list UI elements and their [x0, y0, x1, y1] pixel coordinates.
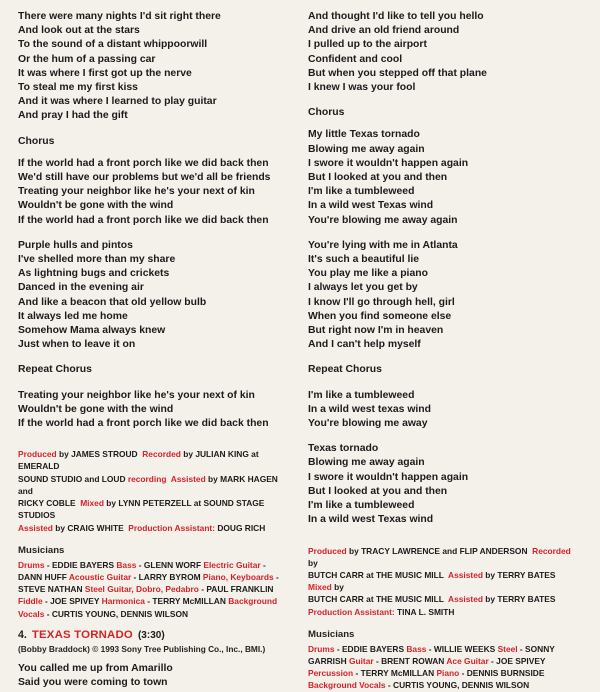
- lyric-line: But I looked at you and then: [308, 172, 448, 184]
- lyric-line: As lightning bugs and crickets: [18, 268, 170, 280]
- musicians-list: [18, 559, 286, 620]
- right-production-credits: [308, 545, 576, 618]
- lyric-line: It's such a beautiful lie: [308, 254, 420, 266]
- lyric-line: When you find someone else: [308, 310, 452, 322]
- left-verse-2: [18, 239, 286, 353]
- lyric-line: Treating your neighbor like he's your next of kin: [18, 186, 255, 198]
- lyric-line: Just when to leave it on: [18, 339, 136, 351]
- right-repeat-chorus: [308, 363, 576, 377]
- credit-line: Produced by TRACY LAWRENCE and FLIP ANDERSON Recorded by: [308, 545, 574, 568]
- lyric-line: I'm like a tumbleweed: [308, 186, 415, 198]
- lyric-line: We'd still have our problems but we'd all be friends: [18, 172, 271, 184]
- lyric-line: But when you stepped off that plane: [308, 67, 487, 79]
- credit-line: BUTCH CARR at THE MUSIC MILL Assisted by TERRY BATES: [308, 594, 556, 605]
- lyric-line: Said you were coming to town: [18, 676, 168, 688]
- musician-line: DANN HUFF Acoustic Guitar - LARRY BYROM Piano, Keyboards -: [18, 571, 279, 582]
- credit-line: Production Assistant: TINA L. SMITH: [308, 606, 455, 617]
- lyric-line: I've shelled more than my share: [18, 254, 176, 266]
- left-chorus: [18, 135, 286, 228]
- section-heading-repeat-chorus: Repeat Chorus: [308, 364, 382, 376]
- lyric-line: I knew I was your fool: [308, 82, 416, 94]
- lyric-line: Or the hum of a passing car: [18, 53, 156, 65]
- left-repeat-chorus: [18, 363, 286, 377]
- musicians-list: [308, 643, 576, 692]
- lyric-line: You play me like a piano: [308, 268, 428, 280]
- credit-line: Assisted by CRAIG WHITE Production Assistant: DOUG RICH: [18, 522, 266, 533]
- musician-line: Fiddle - JOE SPIVEY Harmonica - TERRY McMILLAN Background: [18, 596, 278, 607]
- lyric-line: And like a beacon that old yellow bulb: [18, 296, 207, 308]
- musicians-heading: Musicians: [18, 544, 65, 556]
- lyric-line: I always let you get by: [308, 282, 418, 294]
- right-tag-2: [308, 442, 576, 527]
- lyric-line: And look out at the stars: [18, 25, 140, 37]
- musician-line: Background Vocals - CURTIS YOUNG, DENNIS WILSON: [308, 680, 530, 691]
- musician-line: Percussion - TERRY McMILLAN Piano - DENNIS BURNSIDE: [308, 668, 545, 679]
- lyric-line: Wouldn't be gone with the wind: [18, 403, 174, 415]
- lyric-line: If the world had a front porch like we did back then: [18, 418, 269, 430]
- musician-line: Vocals - CURTIS YOUNG, DENNIS WILSON: [18, 608, 189, 619]
- lyric-line: Purple hulls and pintos: [18, 239, 133, 251]
- credit-line: RICKY COBLE Mixed by LYNN PETERZELL at SOUND STAGE STUDIOS: [18, 498, 267, 521]
- right-chorus: [308, 106, 576, 228]
- track-lyrics-start: [18, 662, 286, 690]
- lyric-line: Wouldn't be gone with the wind: [18, 200, 174, 212]
- musicians-heading: Musicians: [308, 628, 355, 640]
- lyric-line: You called me up from Amarillo: [18, 662, 173, 674]
- track-title: TEXAS TORNADO: [31, 628, 133, 641]
- lyric-line: Danced in the evening air: [18, 282, 144, 294]
- musician-line: GARRISH Guitar - BRENT ROWAN Ace Guitar - JOE SPIVEY: [308, 655, 546, 666]
- lyric-line: In a wild west texas wind: [308, 403, 431, 415]
- track-heading: [18, 629, 286, 641]
- lyric-line: In a wild west Texas wind: [308, 514, 434, 526]
- track-publishing-credit: (Bobby Braddock) © 1993 Sony Tree Publishing Co., Inc., BMI.): [18, 643, 266, 654]
- lyric-line: To steal me my first kiss: [18, 82, 138, 94]
- lyric-line: If the world had a front porch like we did back then: [18, 157, 269, 169]
- lyric-line: If the world had a front porch like we did back then: [18, 214, 269, 226]
- lyric-line: Blowing me away again: [308, 457, 425, 469]
- lyric-line: My little Texas tornado: [308, 129, 420, 141]
- lyric-line: And pray I had the gift: [18, 110, 128, 122]
- lyric-line: I swore it wouldn't happen again: [308, 157, 469, 169]
- lyric-line: There were many nights I'd sit right there: [18, 11, 221, 22]
- lyric-line: I'm like a tumbleweed: [308, 389, 415, 401]
- credit-line: Produced by JAMES STROUD Recorded by JULIAN KING at EMERALD: [18, 449, 261, 472]
- left-column: [18, 10, 286, 688]
- credit-line: BUTCH CARR at THE MUSIC MILL Assisted by TERRY BATES Mixed by: [308, 569, 561, 593]
- lyric-line: I'm like a tumbleweed: [308, 500, 415, 512]
- lyric-line: You're blowing me away: [308, 418, 428, 430]
- lyric-line: I swore it wouldn't happen again: [308, 471, 469, 483]
- lyric-line: And I can't help myself: [308, 339, 421, 351]
- lyric-line: It always led me home: [18, 310, 128, 322]
- lyric-line: Confident and cool: [308, 53, 403, 65]
- left-musicians-section: [18, 544, 286, 620]
- lyric-line: Treating your neighbor like he's your next of kin: [18, 389, 255, 401]
- lyric-line: But I looked at you and then: [308, 485, 448, 497]
- lyric-line: It was where I first got up the nerve: [18, 67, 192, 79]
- lyric-line: And thought I'd like to tell you hello: [308, 11, 484, 22]
- section-heading-repeat-chorus: Repeat Chorus: [18, 364, 92, 376]
- lyric-line: Blowing me away again: [308, 143, 425, 155]
- musician-line: Drums - EDDIE BAYERS Bass - GLENN WORF Electric Guitar -: [18, 559, 266, 570]
- lyric-line: I know I'll go through hell, girl: [308, 296, 455, 308]
- section-heading-chorus: Chorus: [308, 107, 345, 119]
- lyric-line: And it was where I learned to play guitar: [18, 96, 217, 108]
- lyric-line: Somehow Mama always knew: [18, 325, 166, 337]
- musician-line: Drums - EDDIE BAYERS Bass - WILLIE WEEKS Steel - SONNY: [308, 643, 555, 654]
- lyric-line: In a wild west Texas wind: [308, 200, 434, 212]
- right-column: [308, 10, 576, 691]
- lyric-line: You're blowing me away again: [308, 214, 458, 226]
- lyric-line: I pulled up to the airport: [308, 39, 427, 51]
- track-duration: (3:30): [137, 629, 165, 641]
- left-production-credits: [18, 448, 286, 533]
- lyric-line: And drive an old friend around: [308, 25, 460, 37]
- left-tag: [18, 389, 286, 432]
- musician-line: STEVE NATHAN Steel Guitar, Dobro, Pedabro - PAUL FRANKLIN: [18, 584, 274, 595]
- section-heading-chorus: Chorus: [18, 135, 55, 147]
- track-number: 4.: [18, 628, 27, 641]
- right-tag-1: [308, 389, 576, 432]
- lyric-line: But right now I'm in heaven: [308, 325, 444, 337]
- right-musicians-section: [308, 628, 576, 692]
- lyric-line: To the sound of a distant whippoorwill: [18, 39, 208, 51]
- right-verse-2: [308, 239, 576, 353]
- lyric-line: Texas tornado: [308, 443, 379, 455]
- lyric-line: You're lying with me in Atlanta: [308, 239, 458, 251]
- left-verse-1: [18, 10, 286, 124]
- right-verse-1: [308, 10, 576, 95]
- credit-line: SOUND STUDIO and LOUD recording Assisted by MARK HAGEN and: [18, 473, 281, 496]
